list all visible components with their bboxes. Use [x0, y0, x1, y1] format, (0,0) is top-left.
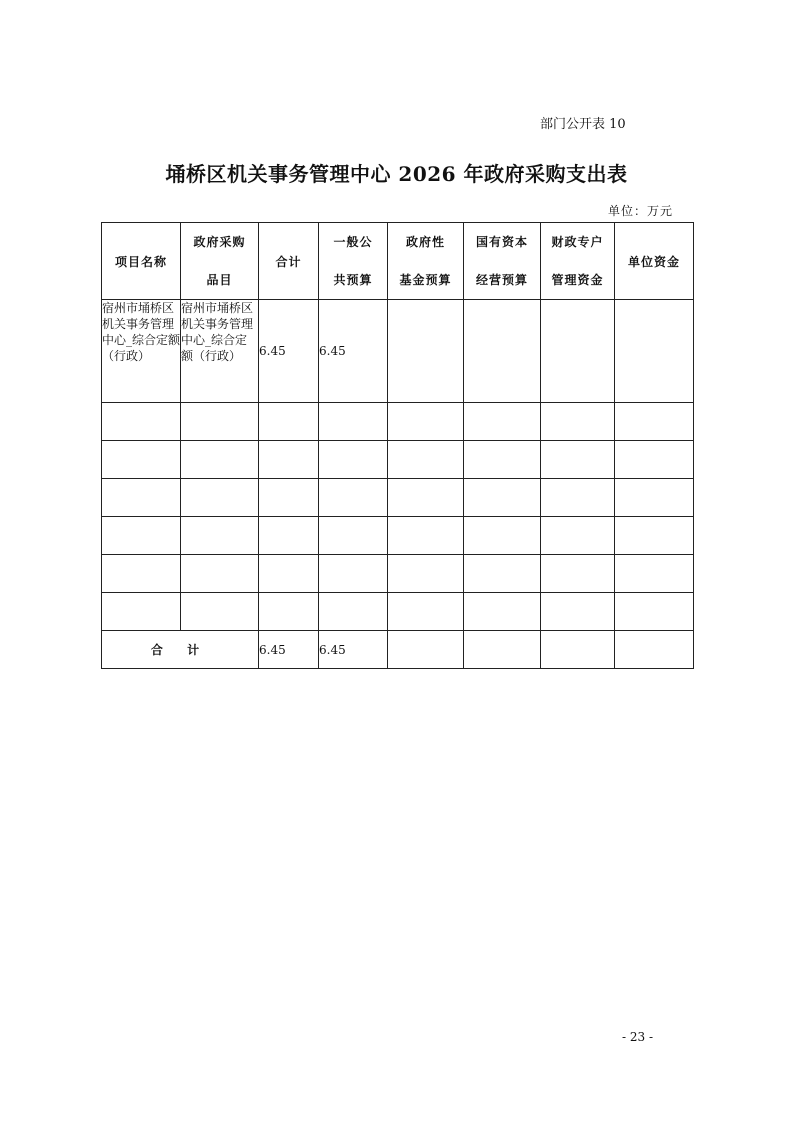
cell-fund [388, 300, 464, 403]
empty-row [102, 441, 694, 479]
header-row [102, 223, 694, 300]
empty-row [102, 593, 694, 631]
cell-project-name: 宿州市埇桥区机关事务管理中心_综合定额（行政） [102, 300, 181, 403]
table-row [102, 300, 694, 403]
col-header-general [319, 223, 388, 300]
col-header-state-l1: 国有资本 [475, 235, 528, 249]
col-header-state [464, 223, 541, 300]
total-unit-funds [615, 631, 694, 669]
page-number: - 23 - [622, 1030, 654, 1044]
col-header-general-l1: 一般公 [333, 235, 373, 249]
cell-purchase-item: 宿州市埇桥区机关事务管理中心_综合定额（行政） [181, 300, 259, 403]
total-row [102, 631, 694, 669]
total-state [464, 631, 541, 669]
col-header-state-l2: 经营预算 [475, 273, 528, 287]
total-fund [388, 631, 464, 669]
col-header-project-name: 项目名称 [102, 223, 181, 300]
col-header-total: 合计 [259, 223, 319, 300]
col-header-purchase-item [181, 223, 259, 300]
total-label: 合 计 [102, 631, 259, 669]
col-header-unit-funds: 单位资金 [615, 223, 694, 300]
empty-row [102, 555, 694, 593]
doc-label: 部门公开表 10 [540, 117, 626, 132]
empty-row [102, 517, 694, 555]
cell-unit-funds [615, 300, 694, 403]
page-title: 埇桥区机关事务管理中心 2026 年政府采购支出表 [165, 162, 628, 186]
col-header-special-l2: 管理资金 [551, 273, 604, 287]
unit-label: 单位：万元 [608, 204, 674, 218]
total-special [541, 631, 615, 669]
col-header-purchase-item-l1: 政府采购 [193, 235, 246, 249]
col-header-general-l2: 共预算 [333, 273, 373, 287]
col-header-fund-l2: 基金预算 [399, 273, 452, 287]
cell-state [464, 300, 541, 403]
total-general: 6.45 [319, 631, 388, 669]
procurement-table [101, 222, 694, 669]
col-header-special-l1: 财政专户 [551, 235, 604, 249]
col-header-fund-l1: 政府性 [405, 235, 445, 249]
col-header-fund [388, 223, 464, 300]
cell-general: 6.45 [319, 300, 388, 403]
empty-row [102, 479, 694, 517]
col-header-special [541, 223, 615, 300]
total-total: 6.45 [259, 631, 319, 669]
empty-row [102, 403, 694, 441]
cell-special [541, 300, 615, 403]
cell-total: 6.45 [259, 300, 319, 403]
col-header-purchase-item-l2: 品目 [206, 273, 233, 287]
